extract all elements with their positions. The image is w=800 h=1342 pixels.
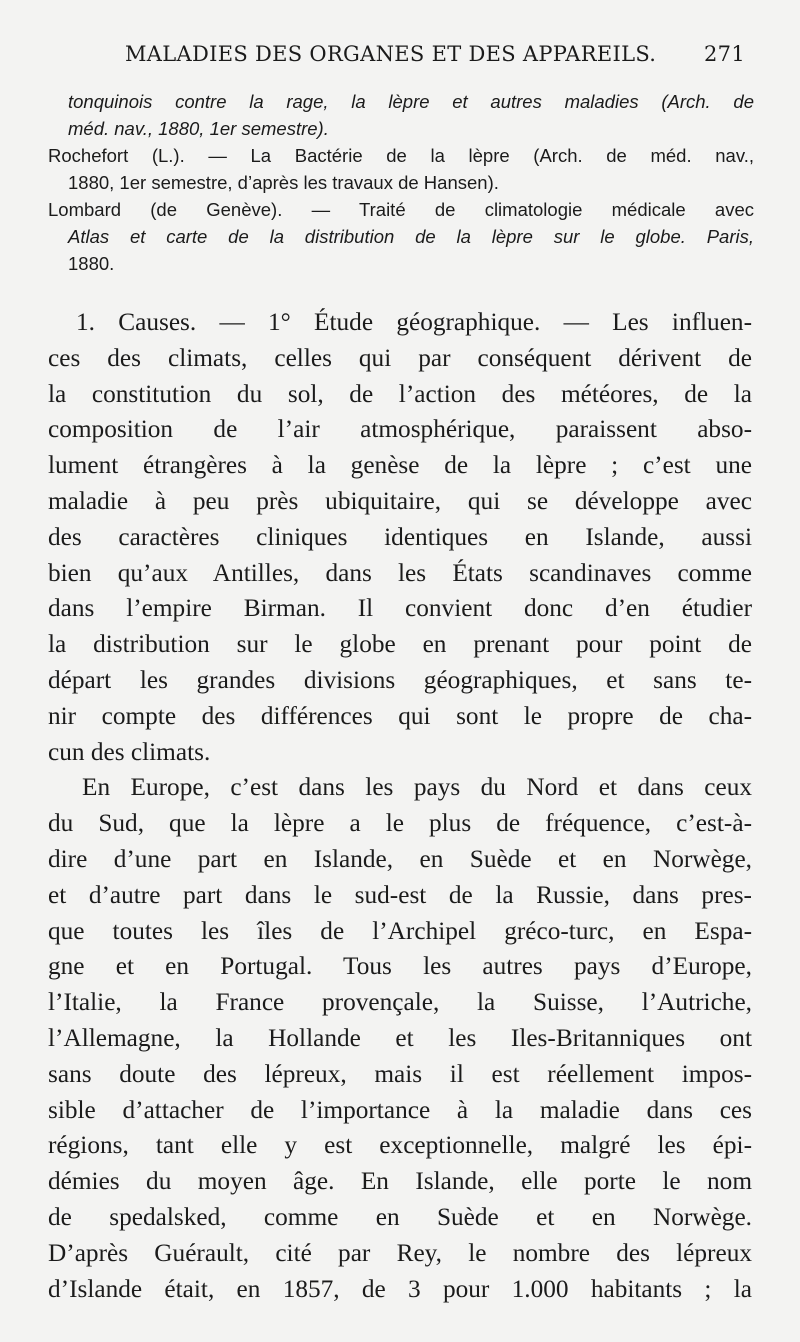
text-line: la constitution du sol, de l’action des météores, de la [48,379,752,408]
bibliography [48,88,754,277]
bib-line: Rochefort (L.). — La Bactérie de la lèpre (Arch. de méd. nav., [48,145,754,166]
text-line: dans l’empire Birman. Il convient donc d’en étudier [48,594,752,623]
text-line: et d’autre part dans le sud-est de la Russie, dans pres- [48,880,752,909]
bib-line: méd. nav., 1880, 1er semestre). [68,118,329,139]
page-number: 271 [704,42,745,66]
text-line: gne et en Portugal. Tous les autres pays d’Europe, [48,952,752,981]
bib-entry [48,88,754,142]
bib-line: tonquinois contre la rage, la lèpre et autres maladies (Arch. de [68,91,754,112]
bib-line: Lombard (de Genève). — Traité de climatologie médicale avec [48,199,754,220]
text-line: bien qu’aux Antilles, dans les États scandinaves comme [48,558,752,587]
text-line: sans doute des lépreux, mais il est réellement impos- [48,1059,752,1088]
text-line: ces des climats, celles qui par conséquent dérivent de [48,343,752,372]
text-line: 1. Causes. — 1° Étude géographique. — Les influen- [76,308,752,336]
running-header [125,42,745,72]
bib-line: 1880, 1er semestre, d’après les travaux de Hansen). [68,172,499,193]
text-line: la distribution sur le globe en prenant pour point de [48,630,752,659]
text-line: l’Allemagne, la Hollande et les Iles-Britanniques ont [48,1023,752,1052]
text-line: régions, tant elle y est exceptionnelle, malgré les épi- [48,1131,752,1160]
text-line: sible d’attacher de l’importance à la maladie dans ces [48,1095,752,1124]
text-line: de spedalsked, comme en Suède et en Norwège. [48,1202,752,1231]
text-line: En Europe, c’est dans les pays du Nord et dans ceux [82,773,752,802]
paragraph [48,770,752,1307]
text-line: des caractères cliniques identiques en Islande, aussi [48,522,752,551]
text-line: dire d’une part en Islande, en Suède et en Norwège, [48,844,752,873]
paragraph [48,305,752,770]
text-line: maladie à peu près ubiquitaire, qui se développe avec [48,486,752,515]
text-line: du Sud, que la lèpre a le plus de fréquence, c’est-à- [48,809,752,838]
text-line: l’Italie, la France provençale, la Suisse, l’Autriche, [48,988,752,1017]
bib-line: 1880. [68,253,115,274]
text-line: que toutes les îles de l’Archipel gréco-turc, en Espa- [48,916,752,945]
bib-line: Atlas et carte de la distribution de la lèpre sur le globe. Paris, [68,226,754,247]
text-line: cun des climats. [48,737,211,766]
main-text [48,305,752,1307]
text-line: d’Islande était, en 1857, de 3 pour 1.000 habitants ; la [48,1274,752,1303]
running-title: MALADIES DES ORGANES ET DES APPAREILS. [125,42,657,66]
text-line: départ les grandes divisions géographiques, et sans te- [48,665,752,694]
text-line: D’après Guérault, cité par Rey, le nombre des lépreux [48,1238,752,1267]
text-line: composition de l’air atmosphérique, paraissent abso- [48,415,752,444]
bib-entry [48,142,754,196]
text-line: lument étrangères à la genèse de la lèpre ; c’est une [48,451,752,480]
text-line: nir compte des différences qui sont le propre de cha- [48,701,752,730]
text-line: démies du moyen âge. En Islande, elle porte le nom [48,1167,752,1196]
bib-entry [48,196,754,277]
